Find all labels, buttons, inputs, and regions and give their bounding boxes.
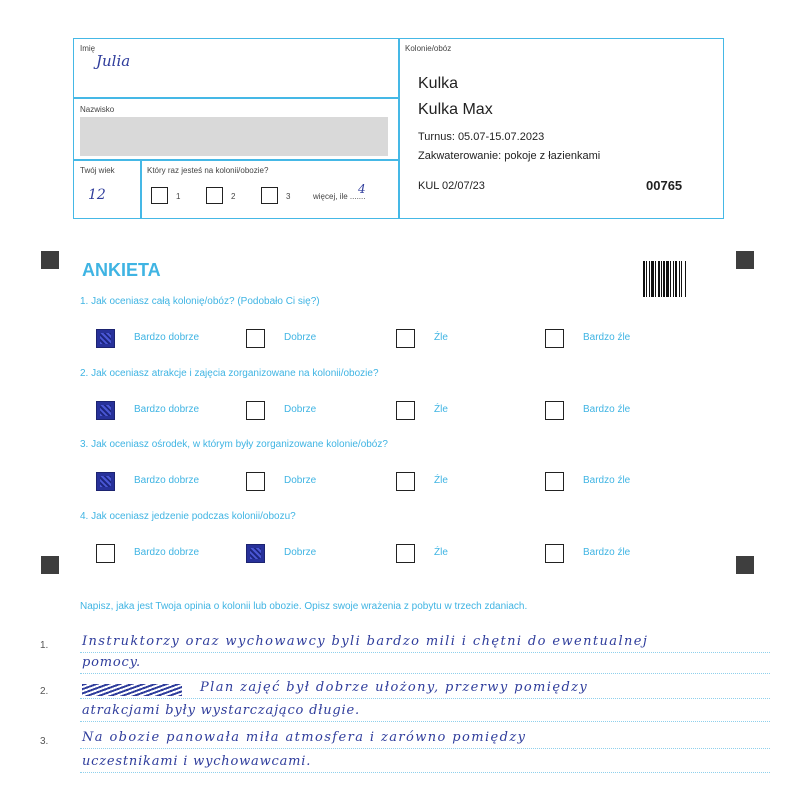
question-1-text: 1. Jak oceniasz całą kolonię/obóz? (Podobało Ci się?) [80,296,320,307]
opinion-handwritten-text[interactable]: uczestnikami i wychowawcami. [82,754,312,769]
question-1-option-1-label: Bardzo dobrze [134,332,200,343]
wiek-value[interactable]: 12 [88,187,106,203]
question-2-option-3-label: Źle [434,404,448,415]
divider-wiek [140,159,142,219]
ktory-raz-box-1[interactable] [151,187,168,204]
question-3-option-1-label: Bardzo dobrze [134,475,200,486]
question-3-option-3-checkbox[interactable] [396,472,415,491]
ktory-raz-box-3[interactable] [261,187,278,204]
question-2-option-4-checkbox[interactable] [545,401,564,420]
opinion-handwritten-text[interactable]: Na obozie panowała miła atmosfera i zarówno pomiędzy [82,730,527,745]
question-4-option-2-checkbox[interactable] [246,544,265,563]
question-4-option-4-label: Bardzo źle [583,547,631,558]
vertical-divider [398,38,400,219]
ktory-raz-option-2: 2 [231,192,236,201]
divider-nazwisko [73,159,399,161]
wiek-label: Twój wiek [80,166,115,175]
question-2-option-1-label: Bardzo dobrze [134,404,200,415]
question-4-option-4-checkbox[interactable] [545,544,564,563]
question-1-option-2-label: Dobrze [284,332,317,343]
question-1-option-2-checkbox[interactable] [246,329,265,348]
question-4-option-1-checkbox[interactable] [96,544,115,563]
opinion-prompt: Napisz, jaka jest Twoja opinia o kolonii lub obozie. Opisz swoje wrażenia z pobytu w trzech zdaniach. [80,601,528,612]
nazwisko-redacted [80,117,388,156]
corner-marker-top-right [736,251,754,269]
ktory-raz-option-3: 3 [286,192,291,201]
kolonia-name: Kulka [418,75,459,92]
corner-marker-bottom-right [736,556,754,574]
opinion-dotted-line [80,748,770,749]
divider-imie [73,97,399,99]
question-3-text: 3. Jak oceniasz ośrodek, w którym były zorganizowane kolonie/obóz? [80,439,388,450]
question-2-option-1-checkbox[interactable] [96,401,115,420]
opinion-dotted-line [80,698,770,699]
question-2-option-2-checkbox[interactable] [246,401,265,420]
form-number: 00765 [646,178,683,193]
question-4-text: 4. Jak oceniasz jedzenie podczas kolonii/obozu? [80,511,296,522]
question-4-option-3-checkbox[interactable] [396,544,415,563]
imie-label: Imię [80,44,96,53]
opinion-handwritten-text[interactable]: atrakcjami były wystarczająco długie. [82,703,360,718]
ktory-raz-label: Który raz jesteś na kolonii/obozie? [147,166,269,175]
kolonie-label: Kolonie/obóz [405,44,452,53]
question-1-option-3-label: Źle [434,332,448,343]
wiecej-label: więcej, ile ....... [313,192,366,201]
imie-value[interactable]: Julia [96,52,131,70]
question-3-option-3-label: Źle [434,475,448,486]
turnus: Turnus: 05.07-15.07.2023 [418,131,545,143]
question-2-option-2-label: Dobrze [284,404,317,415]
question-1-option-1-checkbox[interactable] [96,329,115,348]
question-3-option-2-checkbox[interactable] [246,472,265,491]
survey-title: ANKIETA [82,260,161,280]
ktory-raz-option-1: 1 [176,192,181,201]
ktory-raz-box-2[interactable] [206,187,223,204]
wiecej-value[interactable]: 4 [358,182,366,196]
corner-marker-bottom-left [41,556,59,574]
question-1-option-4-checkbox[interactable] [545,329,564,348]
question-2-option-3-checkbox[interactable] [396,401,415,420]
nazwisko-label: Nazwisko [80,105,115,114]
zakwaterowanie: Zakwaterowanie: pokoje z łazienkami [418,150,601,162]
opinion-handwritten-text[interactable]: Plan zajęć był dobrze ułożony, przerwy pomiędzy [200,680,589,695]
opinion-dotted-line [80,721,770,722]
opinion-dotted-line [80,673,770,674]
opinion-dotted-line [80,772,770,773]
crossed-out-word [82,684,182,696]
question-2-option-4-label: Bardzo źle [583,404,631,415]
opinion-number-2: 2. [40,686,49,697]
question-3-option-2-label: Dobrze [284,475,317,486]
question-3-option-4-checkbox[interactable] [545,472,564,491]
opinion-handwritten-text[interactable]: Instruktorzy oraz wychowawcy byli bardzo mili i chętni do ewentualnej [82,634,649,649]
kolonia-variant: Kulka Max [418,101,493,118]
opinion-number-3: 3. [40,736,49,747]
question-3-option-1-checkbox[interactable] [96,472,115,491]
question-1-option-3-checkbox[interactable] [396,329,415,348]
question-4-option-3-label: Źle [434,547,448,558]
question-1-option-4-label: Bardzo źle [583,332,631,343]
opinion-number-1: 1. [40,640,49,651]
question-2-text: 2. Jak oceniasz atrakcje i zajęcia zorganizowane na kolonii/obozie? [80,368,379,379]
question-4-option-2-label: Dobrze [284,547,317,558]
barcode [643,261,701,297]
corner-marker-top-left [41,251,59,269]
opinion-handwritten-text[interactable]: pomocy. [82,655,141,670]
question-4-option-1-label: Bardzo dobrze [134,547,200,558]
opinion-dotted-line [80,652,770,653]
question-3-option-4-label: Bardzo źle [583,475,631,486]
colony-code: KUL 02/07/23 [418,180,485,192]
